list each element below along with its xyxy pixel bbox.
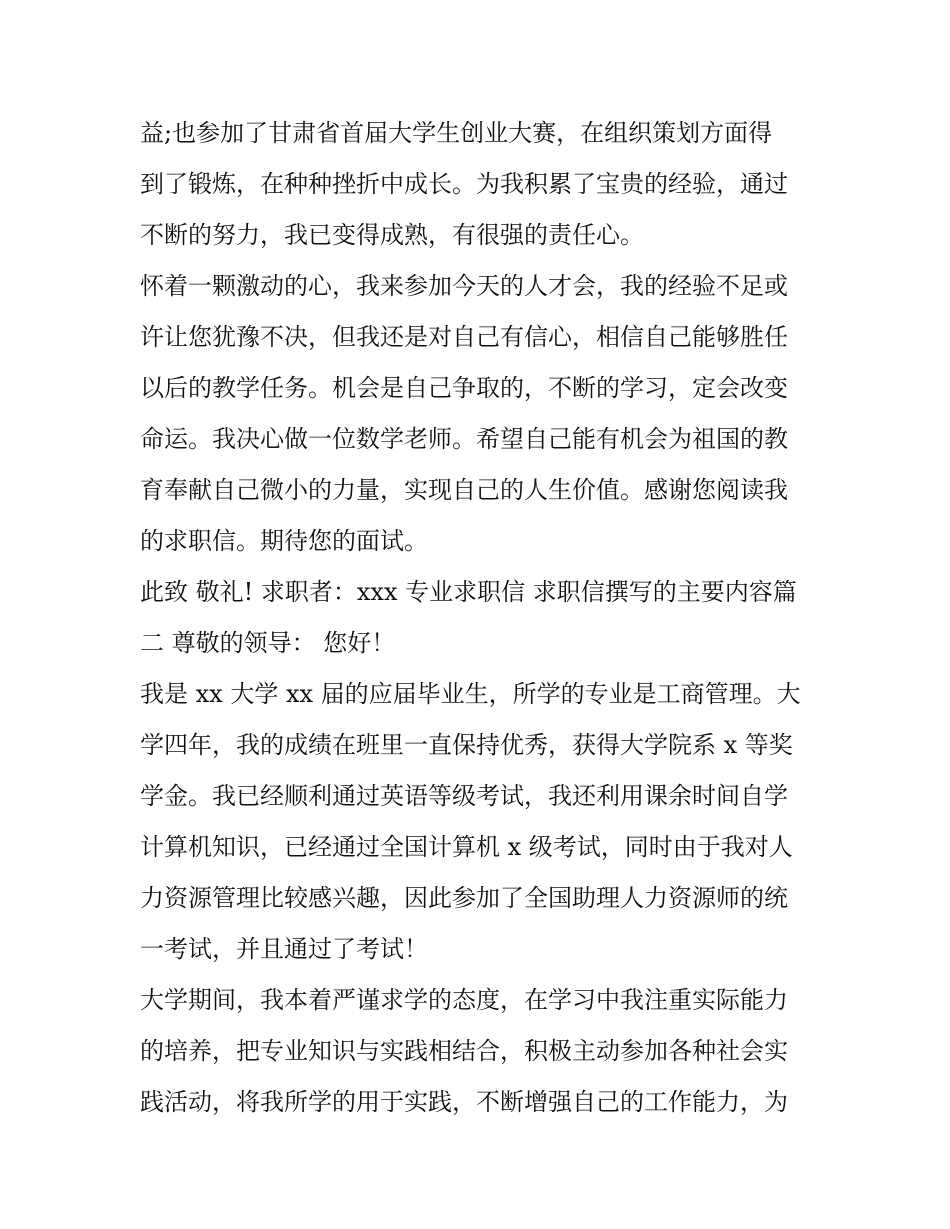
- text-line: 计算机知识，已经通过全国计算机 x 级考试，同时由于我对人: [140, 833, 793, 861]
- text-line: 育奉献自己微小的力量，实现自己的人生价值。感谢您阅读我: [140, 476, 788, 504]
- text-line: 二 尊敬的领导： 您好！: [140, 629, 396, 657]
- text-line: 我是 xx 大学 xx 届的应届毕业生，所学的专业是工商管理。大: [140, 680, 801, 708]
- text-line: 到了锻炼，在种种挫折中成长。为我积累了宝贵的经验，通过: [140, 170, 788, 198]
- text-line: 的求职信。期待您的面试。: [140, 527, 428, 555]
- document-body: [140, 108, 820, 1128]
- text-line: 益;也参加了甘肃省首届大学生创业大赛，在组织策划方面得: [140, 119, 773, 147]
- text-line: 一考试，并且通过了考试！: [140, 935, 428, 963]
- text-line: 践活动，将我所学的用于实践，不断增强自己的工作能力，为: [140, 1088, 788, 1116]
- text-line: 以后的教学任务。机会是自己争取的，不断的学习，定会改变: [140, 374, 788, 402]
- text-line: 不断的努力，我已变得成熟，有很强的责任心。: [140, 221, 644, 249]
- text-line: 此致 敬礼! 求职者：xxx 专业求职信 求职信撰写的主要内容篇: [140, 578, 797, 606]
- text-line: 命运。我决心做一位数学老师。希望自己能有机会为祖国的教: [140, 425, 788, 453]
- text-line: 怀着一颗激动的心，我来参加今天的人才会，我的经验不足或: [140, 272, 788, 300]
- text-line: 学四年，我的成绩在班里一直保持优秀，获得大学院系 x 等奖: [140, 731, 793, 759]
- text-line: 的培养，把专业知识与实践相结合，积极主动参加各种社会实: [140, 1037, 788, 1065]
- text-line: 许让您犹豫不决，但我还是对自己有信心，相信自己能够胜任: [140, 323, 788, 351]
- text-line: 学金。我已经顺利通过英语等级考试，我还利用课余时间自学: [140, 782, 788, 810]
- text-line: 大学期间，我本着严谨求学的态度，在学习中我注重实际能力: [140, 986, 788, 1014]
- text-line: 力资源管理比较感兴趣，因此参加了全国助理人力资源师的统: [140, 884, 788, 912]
